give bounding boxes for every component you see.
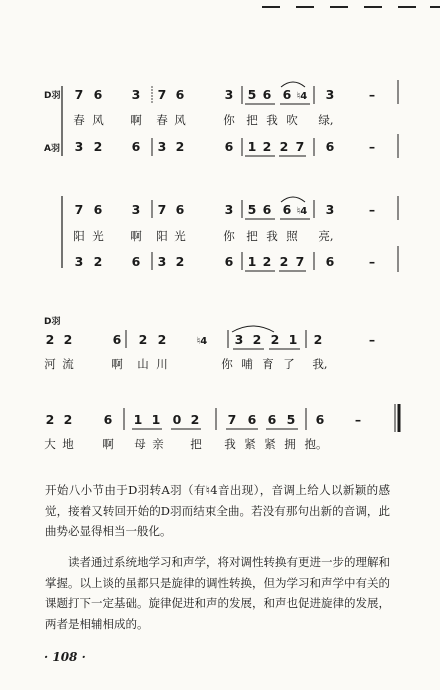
note: 1	[133, 412, 143, 427]
lyric: 河	[44, 357, 56, 371]
note: 2	[93, 254, 103, 269]
lyric: 流	[62, 357, 74, 371]
lyric: 光	[92, 229, 104, 243]
score-line-1	[75, 80, 398, 104]
key-label-d: D羽	[44, 91, 61, 101]
note: 1	[247, 139, 257, 154]
note: –	[368, 87, 376, 102]
note: 6	[224, 254, 234, 269]
note: 6	[131, 254, 141, 269]
lyric: 吹	[286, 113, 298, 127]
score-line-4	[75, 246, 398, 272]
note: 2	[252, 332, 262, 347]
note: –	[354, 412, 362, 427]
note: 2	[279, 254, 289, 269]
note: 6	[262, 87, 272, 102]
score-line-6	[46, 404, 399, 432]
note: –	[368, 139, 376, 154]
lyric: 春	[73, 113, 85, 127]
note: 3	[157, 254, 167, 269]
note: 2	[175, 139, 185, 154]
lyric: 紧	[244, 437, 256, 451]
note: 2	[262, 139, 272, 154]
note: 6	[262, 202, 272, 217]
note: 5	[286, 412, 296, 427]
lyric: 我	[266, 113, 278, 127]
note: 3	[325, 87, 335, 102]
lyrics-line-3	[73, 229, 333, 243]
note: 2	[45, 412, 55, 427]
lyric: 啊	[130, 113, 142, 127]
lyric: 啊	[130, 229, 142, 243]
lyric: 你	[223, 229, 235, 243]
note: 7	[157, 202, 167, 217]
lyric: 了	[283, 357, 295, 371]
note: 5	[247, 202, 257, 217]
score-line-2	[75, 134, 398, 158]
note: 2	[45, 332, 55, 347]
note: 2	[138, 332, 148, 347]
note: 2	[279, 139, 289, 154]
key-label-d2: D羽	[44, 317, 61, 327]
note: 1	[151, 412, 161, 427]
note: 7	[295, 254, 305, 269]
lyric: 亮,	[318, 229, 334, 243]
lyric: 把	[246, 113, 258, 127]
lyric: 地	[62, 437, 74, 451]
note: 6	[282, 87, 292, 102]
note: 6	[315, 412, 325, 427]
lyric: 亲	[152, 437, 164, 451]
lyric: 风	[174, 113, 186, 127]
lyric: 大	[44, 437, 56, 451]
lyric: 绿,	[318, 113, 334, 127]
note: 6	[325, 254, 335, 269]
note: –	[368, 254, 376, 269]
note: 3	[234, 332, 244, 347]
key-label-a: A羽	[44, 144, 60, 154]
note: 0	[172, 412, 182, 427]
note: 2	[190, 412, 200, 427]
lyric: 风	[92, 113, 104, 127]
lyric: 啊	[111, 357, 123, 371]
lyric: 山	[137, 357, 149, 371]
lyrics-line-5	[44, 357, 327, 371]
note: 2	[313, 332, 323, 347]
note: 6	[131, 139, 141, 154]
note: 6	[175, 87, 185, 102]
note: 3	[131, 202, 141, 217]
note: 2	[262, 254, 272, 269]
lyrics-line-6	[44, 437, 327, 451]
lyric: 拥	[284, 437, 296, 451]
lyric: 春	[156, 113, 168, 127]
lyric: 育	[262, 357, 274, 371]
note: 6	[103, 412, 113, 427]
note: 3	[224, 87, 234, 102]
note: 6	[112, 332, 122, 347]
lyric: 阳	[156, 229, 168, 243]
note: 6	[267, 412, 277, 427]
note: 2	[63, 412, 73, 427]
lyric: 我	[266, 229, 278, 243]
lyric: 川	[156, 357, 168, 371]
lyric: 母	[134, 437, 146, 451]
note: 6	[224, 139, 234, 154]
note: ♮4	[296, 91, 308, 102]
note: 3	[74, 139, 84, 154]
lyric: 把	[246, 229, 258, 243]
note: 3	[74, 254, 84, 269]
lyric: 紧	[264, 437, 276, 451]
lyric: 阳	[73, 229, 85, 243]
page-number: · 108 ·	[44, 650, 86, 664]
note: 3	[157, 139, 167, 154]
note: 5	[247, 87, 257, 102]
note: 6	[93, 87, 103, 102]
lyric: 照	[286, 229, 298, 243]
note: 6	[247, 412, 257, 427]
score-line-5	[46, 326, 375, 349]
note: 2	[270, 332, 280, 347]
note: 1	[288, 332, 298, 347]
note: 2	[93, 139, 103, 154]
note: 6	[93, 202, 103, 217]
note: 7	[74, 87, 84, 102]
lyric: 啊	[102, 437, 114, 451]
note: 3	[325, 202, 335, 217]
note: 1	[247, 254, 257, 269]
note: –	[368, 332, 376, 347]
lyric: 你	[221, 357, 233, 371]
lyric: 哺	[241, 357, 253, 371]
body-paragraph: 读者通过系统地学习和声学，将对调性转换有更进一步的理解和掌握。以上谈的虽都只是旋律的调性转换，但为学习和声学中有关的课题打下一定基础。旋律促进和声的发展，和声也促进旋律的发展，两者是相辅相成的。	[45, 555, 390, 631]
note: 3	[131, 87, 141, 102]
note: 7	[295, 139, 305, 154]
lyric: 我	[224, 437, 236, 451]
note: 2	[157, 332, 167, 347]
note: 2	[63, 332, 73, 347]
note: 7	[227, 412, 237, 427]
note: 3	[224, 202, 234, 217]
lyrics-line-1	[73, 113, 333, 127]
score-line-3	[75, 196, 398, 220]
lyric: 把	[190, 437, 202, 451]
body-paragraph: 开始八小节由于D羽转A羽（有♮4音出现），音调上给人以新颖的感觉，接着又转回开始的D羽而结束全曲。若没有那句出新的音调，此曲势必显得相当一般化。	[45, 483, 390, 538]
note: ♮4	[196, 336, 208, 347]
note: 7	[74, 202, 84, 217]
lyric: 我,	[312, 357, 328, 371]
note: 6	[282, 202, 292, 217]
note: 6	[325, 139, 335, 154]
note: 6	[175, 202, 185, 217]
lyric: 你	[223, 113, 235, 127]
note: 2	[175, 254, 185, 269]
lyric: 光	[174, 229, 186, 243]
note: 7	[157, 87, 167, 102]
note: –	[368, 202, 376, 217]
lyric: 抱。	[304, 437, 328, 451]
note: ♮4	[296, 206, 308, 217]
